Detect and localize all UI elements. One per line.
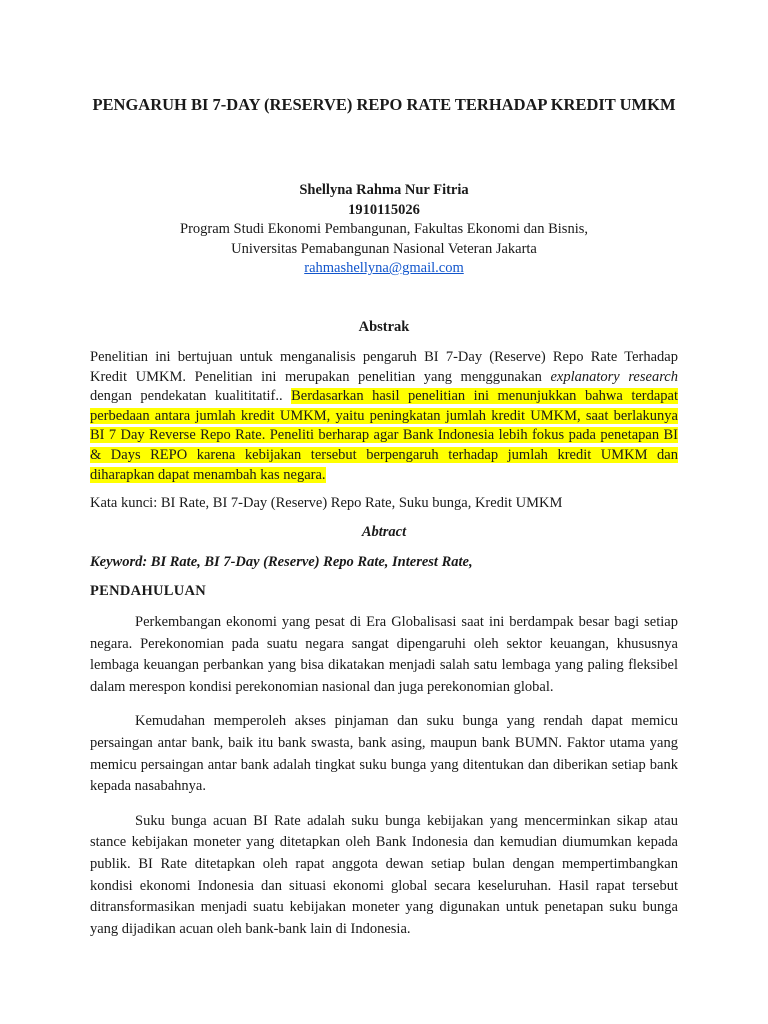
student-id: 1910115026	[348, 201, 420, 218]
abstract-text-italic: explanatory research	[550, 368, 678, 385]
abstract-text-1: Penelitian ini bertujuan untuk menganalisis pengaruh BI 7-Day (Reserve) Repo Rate Terhadap Kredit UMKM. Penelitian ini merupakan penelitian yang menggunakan	[90, 349, 678, 385]
paper-title: PENGARUH BI 7-DAY (RESERVE) REPO RATE TERHADAP KREDIT UMKM	[92, 95, 676, 114]
keywords-id: Kata kunci: BI Rate, BI 7-Day (Reserve) Repo Rate, Suku bunga, Kredit UMKM	[90, 495, 563, 511]
abstract-paragraph	[90, 348, 678, 485]
intro-paragraph: Suku bunga acuan BI Rate adalah suku bunga kebijakan yang mencerminkan sikap atau stance kebijakan moneter yang ditetapkan oleh Bank Indonesia dan kemudian diumumkan kepada publik. BI Rate ditetapkan oleh rapat anggota dewan setiap bulan dengan mempertimbangkan kondisi ekonomi Indonesia dan situasi ekonomi global secara keseluruhan. Hasil rapat tersebut ditransformasikan menjadi suatu kebijakan moneter yang digunakan untuk penetapan suku bunga yang dijadikan acuan oleh bank-bank lain di Indonesia.	[90, 812, 678, 937]
affiliation-line-2: Universitas Pemabangunan Nasional Veteran Jakarta	[231, 240, 537, 257]
affiliation-line-1: Program Studi Ekonomi Pembangunan, Fakultas Ekonomi dan Bisnis,	[180, 221, 588, 237]
intro-paragraph: Kemudahan memperoleh akses pinjaman dan suku bunga yang rendah dapat memicu persaingan antar bank, baik itu bank swasta, bank asing, maupun bank BUMN. Faktor utama yang memicu persaingan antar bank adalah tingkat suku bunga yang ditentukan dan diberikan setiap bank kepada nasabahnya.	[90, 713, 678, 795]
abstract-en-heading: Abtract	[361, 524, 407, 540]
intro-body	[90, 612, 678, 953]
email-link[interactable]: rahmashellyna@gmail.com	[304, 260, 464, 276]
section-heading-intro: PENDAHULUAN	[90, 583, 207, 599]
abstract-text-2: dengan pendekatan kualititatif..	[90, 388, 292, 405]
abstract-highlighted-text: Berdasarkan hasil penelitian ini menunjukkan bahwa terdapat perbedaan antara jumlah kredit UMKM, yaitu peningkatan jumlah kredit UMKM, saat berlakunya BI 7 Day Reverse Repo Rate. Peneliti berharap agar Bank Indonesia lebih fokus pada penetapan BI & Days REPO karena kebijakan tersebut berpengaruh terhadap jumlah kredit UMKM dan diharapkan dapat menambah kas negara.	[90, 388, 679, 483]
author-name: Shellyna Rahma Nur Fitria	[299, 182, 469, 198]
intro-paragraph: Perkembangan ekonomi yang pesat di Era Globalisasi saat ini berdampak besar bagi setiap negara. Perekonomian pada suatu negara sangat dipengaruhi oleh sektor keuangan, khususnya lembaga keuangan perbankan yang bisa dikatakan menjadi salah satu lembaga yang paling fleksibel dalam merespon kondisi perekonomian nasional dan juga perekonomian global.	[90, 614, 678, 695]
abstract-heading: Abstrak	[358, 319, 410, 335]
keywords-en: Keyword: BI Rate, BI 7-Day (Reserve) Repo Rate, Interest Rate,	[90, 554, 473, 570]
author-block	[90, 181, 678, 279]
